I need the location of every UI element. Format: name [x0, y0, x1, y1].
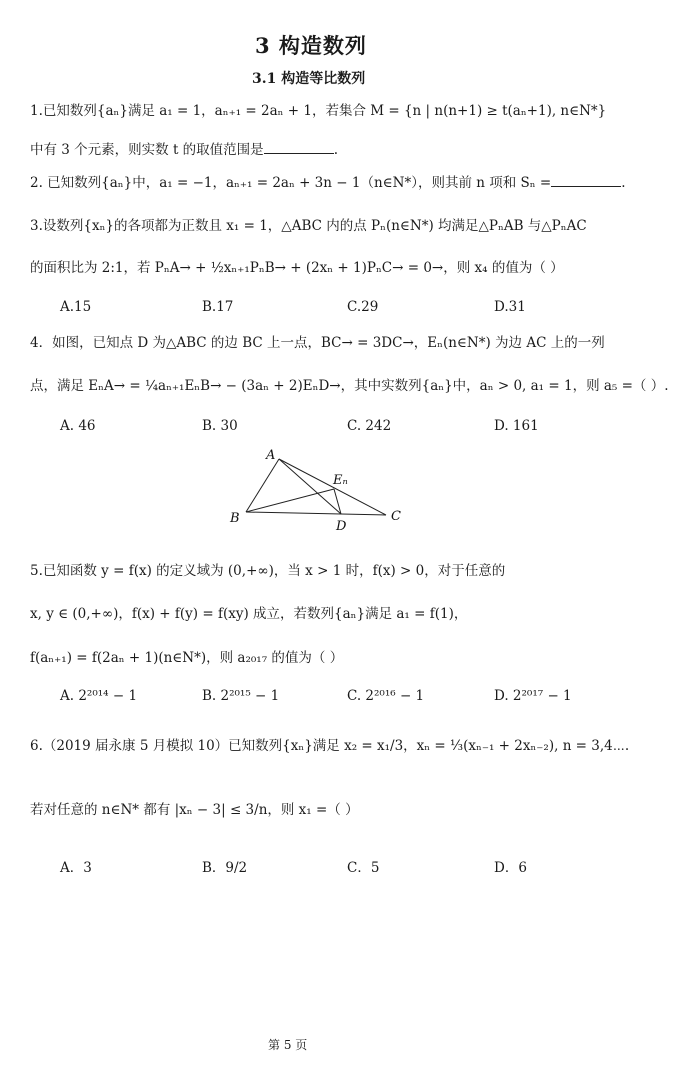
- question-4-option-b: B. 30: [202, 418, 238, 434]
- answer-blank: [264, 141, 334, 154]
- question-5-line-2: x, y ∈ (0,+∞)，f(x) + f(y) = f(xy) 成立，若数列{aₙ}满足 a₁ = f(1)，: [30, 606, 468, 622]
- question-3-line-2: 的面积比为 2:1，若 PₙA→ + ½xₙ₊₁PₙB→ + (2xₙ + 1)PₙC→ = 0→，则 x₄ 的值为（ ）: [30, 260, 564, 276]
- question-5-line-3: f(aₙ₊₁) = f(2aₙ + 1)(n∈N*)，则 a₂₀₁₇ 的值为（ ）: [30, 650, 344, 666]
- question-6-line-2: 若对任意的 n∈N* 都有 |xₙ − 3| ≤ 3/n，则 x₁ =（ ）: [30, 802, 359, 818]
- question-2-text: 2. 已知数列{aₙ}中，a₁ = −1，aₙ₊₁ = 2aₙ + 3n − 1（n∈N*），则其前 n 项和 Sₙ =: [30, 175, 552, 191]
- question-3-option-d: D.31: [494, 299, 526, 315]
- question-3-option-c: C.29: [347, 299, 379, 315]
- question-3-option-a: A.15: [60, 299, 92, 315]
- question-3-line-1: 3.设数列{xₙ}的各项都为正数且 x₁ = 1，△ABC 内的点 Pₙ(n∈N*) 均满足△PₙAB 与△PₙAC: [30, 218, 587, 234]
- question-1-text: 中有 3 个元素，则实数 t 的取值范围是: [30, 142, 264, 158]
- question-1-line-1: 1.已知数列{aₙ}满足 a₁ = 1，aₙ₊₁ = 2aₙ + 1，若集合 M = {n | n(n+1) ≥ t(aₙ+1), n∈N*}: [30, 103, 607, 119]
- question-6-line-1: 6.（2019 届永康 5 月模拟 10）已知数列{xₙ}满足 x₂ = x₁/3，xₙ = ⅓(xₙ₋₁ + 2xₙ₋₂), n = 3,4⋯.: [30, 738, 630, 754]
- label-d: D: [336, 519, 347, 534]
- answer-blank: [551, 174, 621, 187]
- question-5-option-c: C. 2²⁰¹⁶ − 1: [347, 688, 425, 704]
- question-5-option-b: B. 2²⁰¹⁵ − 1: [202, 688, 280, 704]
- label-c: C: [391, 509, 401, 524]
- segment-be: [246, 489, 334, 512]
- chapter-title: 3 构造数列: [255, 33, 367, 58]
- label-a: A: [266, 448, 276, 463]
- section-title: 3.1 构造等比数列: [252, 71, 366, 87]
- question-2-line-1: 2. 已知数列{aₙ}中，a₁ = −1，aₙ₊₁ = 2aₙ + 3n − 1（n∈N*），则其前 n 项和 Sₙ = .: [30, 175, 626, 191]
- edge-ab: [246, 459, 279, 512]
- page-number: 第 5 页: [268, 1038, 308, 1052]
- question-4-line-2: 点，满足 EₙA→ = ¼aₙ₊₁EₙB→ − (3aₙ + 2)EₙD→，其中实数列{aₙ}中，aₙ > 0, a₁ = 1，则 a₅ =（ ）.: [30, 378, 669, 394]
- question-4-option-d: D. 161: [494, 418, 539, 434]
- question-6-option-a: A．3: [60, 860, 92, 876]
- question-4-option-a: A. 46: [60, 418, 96, 434]
- question-4-option-c: C. 242: [347, 418, 392, 434]
- triangle-figure: [226, 448, 406, 538]
- label-e: Eₙ: [333, 473, 348, 488]
- question-6-option-d: D．6: [494, 860, 527, 876]
- label-b: B: [230, 511, 240, 526]
- question-6-option-c: C．5: [347, 860, 380, 876]
- question-4-line-1: 4．如图，已知点 D 为△ABC 的边 BC 上一点，BC→ = 3DC→，Eₙ(n∈N*) 为边 AC 上的一列: [30, 335, 605, 351]
- question-1-line-2: 中有 3 个元素，则实数 t 的取值范围是 .: [30, 142, 338, 158]
- question-3-option-b: B.17: [202, 299, 234, 315]
- edge-bc: [246, 512, 386, 515]
- question-6-option-b: B．9/2: [202, 860, 248, 876]
- question-5-option-d: D. 2²⁰¹⁷ − 1: [494, 688, 572, 704]
- question-5-option-a: A. 2²⁰¹⁴ − 1: [60, 688, 138, 704]
- question-5-line-1: 5.已知函数 y = f(x) 的定义域为 (0,+∞)，当 x > 1 时，f(x) > 0，对于任意的: [30, 563, 506, 579]
